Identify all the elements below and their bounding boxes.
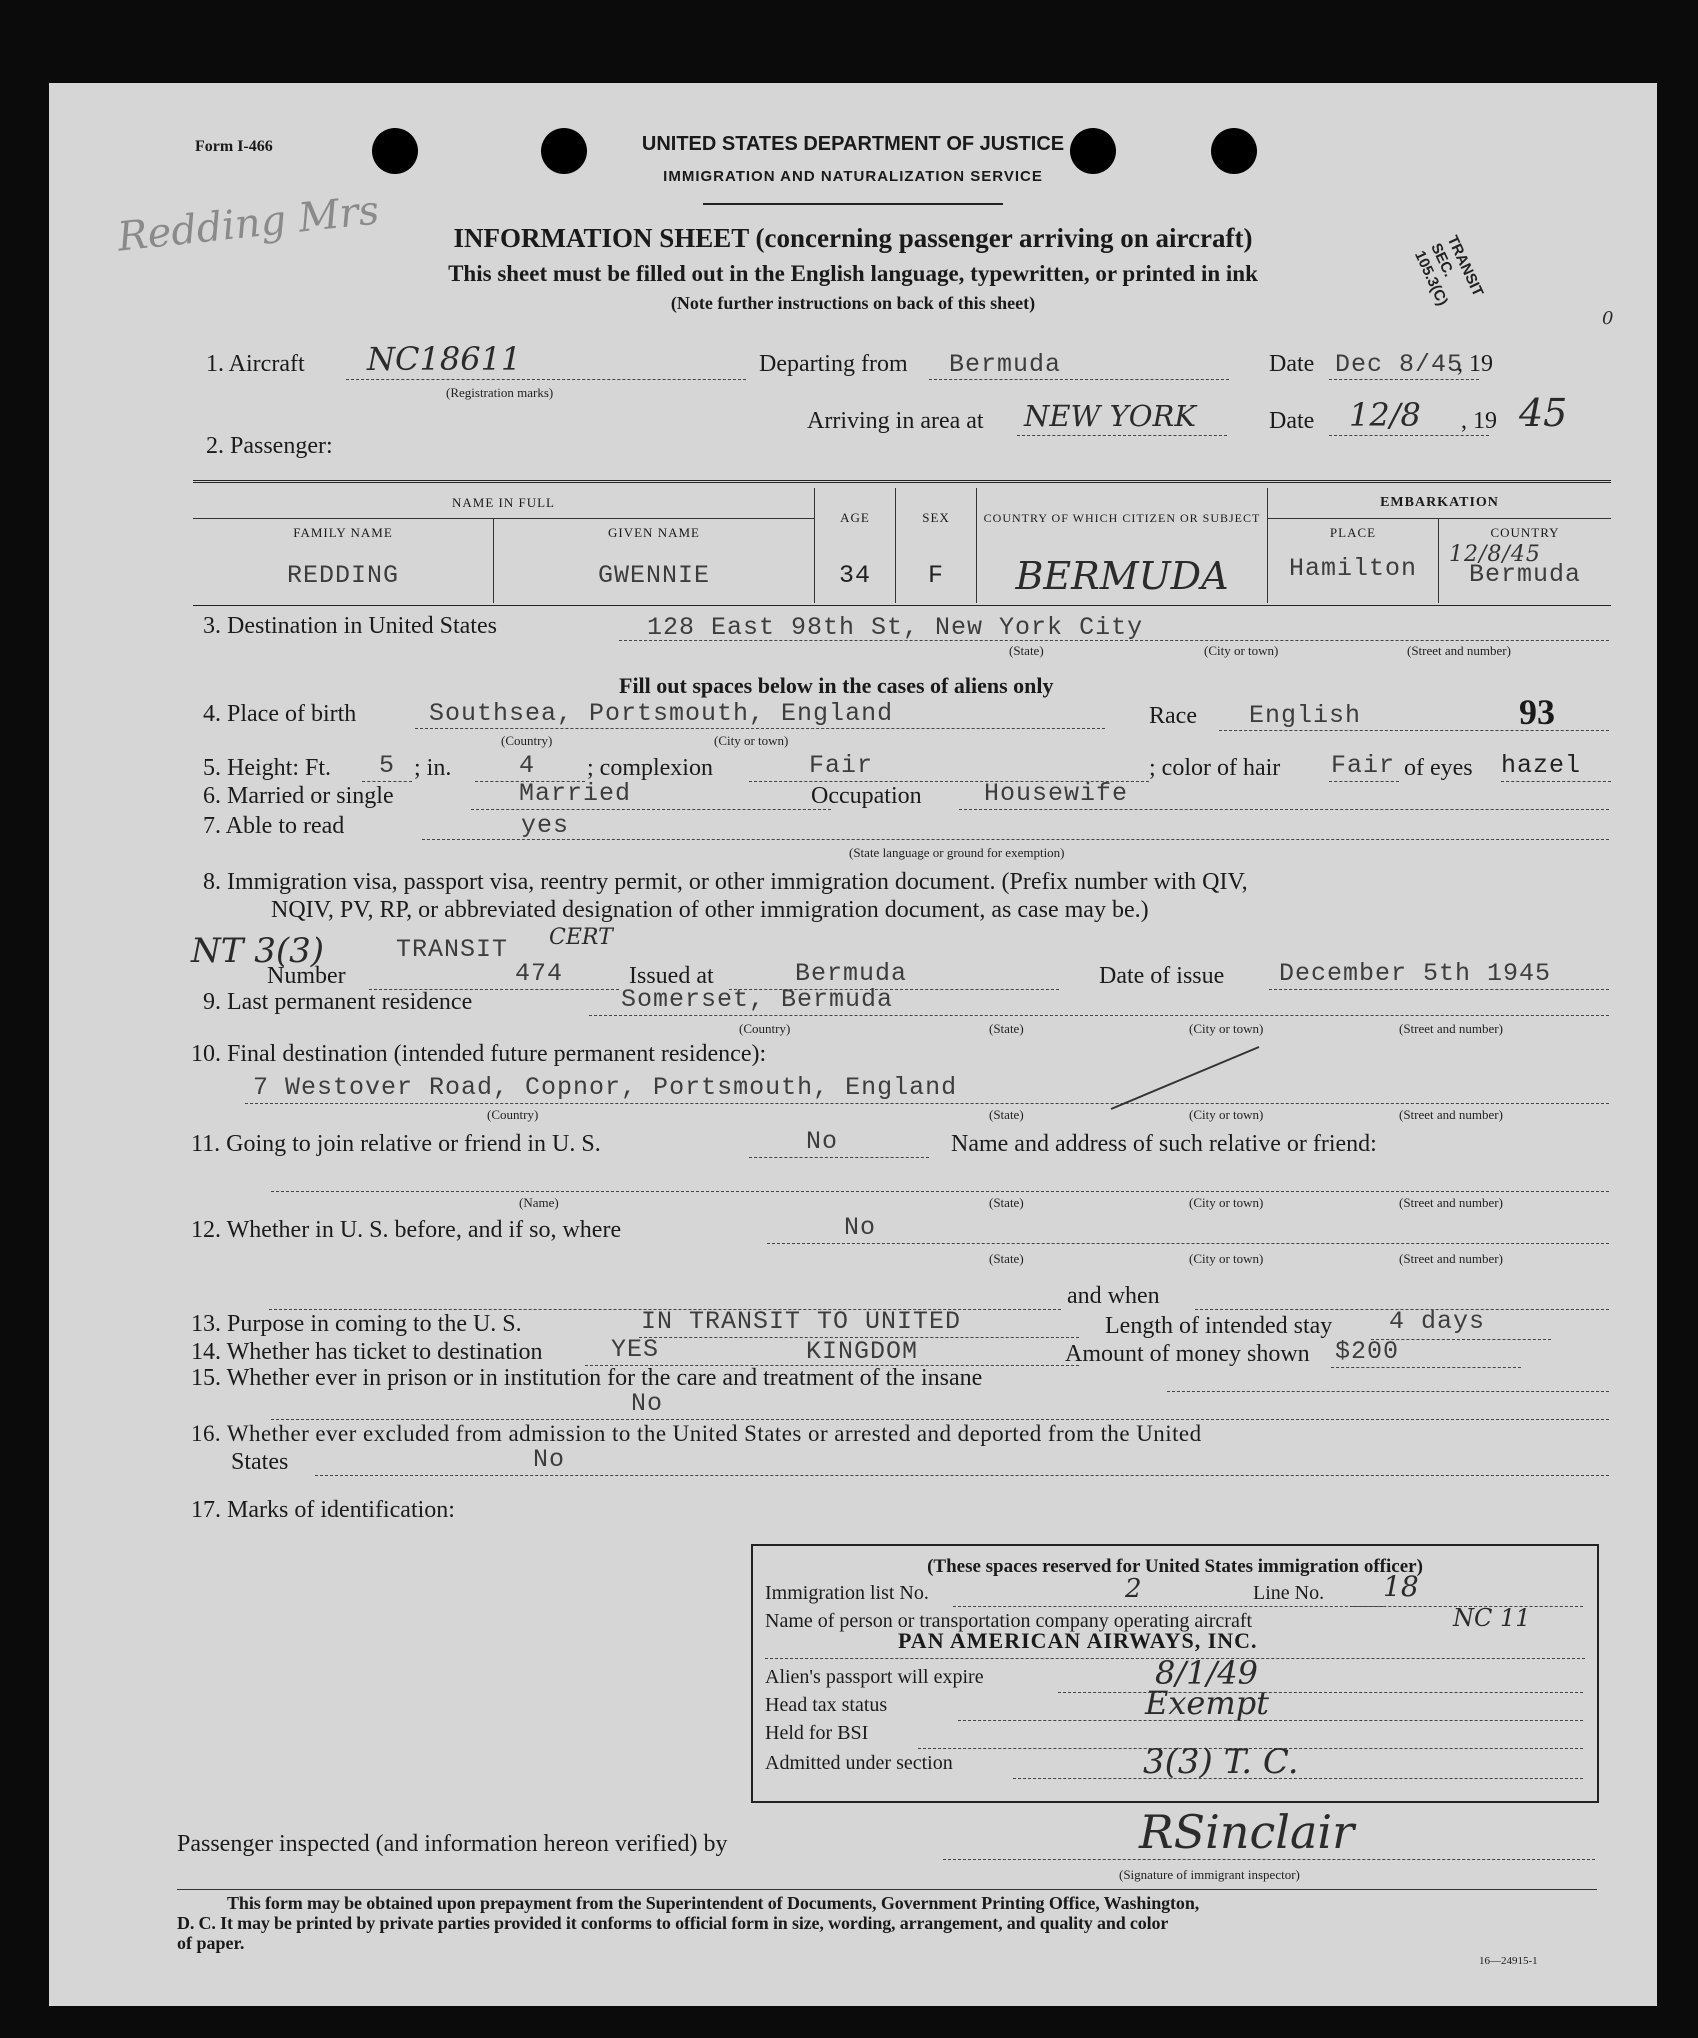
code-number: 93 — [1519, 692, 1555, 732]
final-destination-value: 7 Westover Road, Copnor, Portsmouth, England — [253, 1073, 958, 1102]
aircraft-label: 1. Aircraft — [206, 351, 305, 377]
city-caption: (City or town) — [1189, 1195, 1264, 1210]
money-label: Amount of money shown — [1065, 1341, 1310, 1367]
sheet-title: INFORMATION SHEET (concerning passenger arriving on aircraft) — [453, 223, 1253, 253]
officer-box-title: (These spaces reserved for United States immigration officer) — [927, 1556, 1423, 1577]
arrival-date-label: Date — [1269, 408, 1315, 434]
identification-label: 17. Marks of identification: — [191, 1497, 455, 1523]
place-header: PLACE — [1268, 518, 1439, 548]
arriving-label: Arriving in area at — [807, 408, 984, 434]
state-caption: (State) — [1009, 643, 1044, 658]
excluded-label-line2: States — [231, 1449, 289, 1475]
destination-value: 128 East 98th St, New York City — [647, 613, 1144, 642]
family-name-header: FAMILY NAME — [293, 525, 393, 541]
eyes-label: of eyes — [1404, 755, 1473, 781]
state-caption: (State) — [989, 1107, 1024, 1122]
state-caption: (State) — [989, 1021, 1024, 1036]
join-relative-value: No — [806, 1127, 839, 1156]
visa-label-line2: NQIV, PV, RP, or abbreviated designation of other immigration document, as case may be.) — [271, 897, 1149, 923]
state-caption: (State) — [989, 1251, 1024, 1266]
visa-label-line1: 8. Immigration visa, passport visa, reentry permit, or other immigration document. (Prefix number with QIV, — [203, 869, 1248, 895]
occupation-label: Occupation — [811, 783, 922, 809]
prison-label: 15. Whether ever in prison or in institution for the care and treatment of the insane — [191, 1365, 983, 1391]
country-caption: (Country) — [501, 733, 553, 748]
age-value: 34 — [815, 548, 896, 603]
purpose-continued: KINGDOM — [806, 1337, 919, 1366]
citizen-value: BERMUDA — [977, 548, 1268, 603]
destination-label: 3. Destination in United States — [203, 613, 497, 639]
read-caption: (State language or ground for exemption) — [849, 845, 1065, 860]
departing-date: Dec 8/45 — [1335, 350, 1464, 379]
head-tax-value: Exempt — [1145, 1684, 1270, 1722]
company-label: Name of person or transportation company operating aircraft — [765, 1610, 1253, 1632]
final-destination-label: 10. Final destination (intended future permanent residence): — [191, 1041, 767, 1067]
race-value: English — [1249, 701, 1362, 730]
hair-label: ; color of hair — [1149, 755, 1281, 781]
street-caption: (Street and number) — [1399, 1251, 1503, 1266]
read-value: yes — [521, 811, 570, 840]
embarkation-header: EMBARKATION — [1268, 488, 1612, 518]
street-caption: (Street and number) — [1399, 1107, 1503, 1122]
footer-line2: D. C. It may be printed by private parties provided it conforms to official form in size, wording, arrangement, and quality and color — [177, 1913, 1169, 1933]
embark-place-value: Hamilton — [1268, 548, 1439, 603]
aliens-only-note: Fill out spaces below in the cases of aliens only — [619, 673, 1054, 698]
sheet-subtitle: This sheet must be filled out in the English language, typewritten, or printed in ink — [448, 261, 1258, 286]
occupation-value: Housewife — [984, 779, 1129, 808]
cert-handwritten: CERT — [549, 925, 613, 950]
officer-box — [751, 1544, 1599, 1803]
purpose-value: IN TRANSIT TO UNITED — [641, 1307, 962, 1336]
money-value: $200 — [1335, 1337, 1400, 1366]
arrival-year: 45 — [1519, 391, 1568, 435]
arrival-date: 12/8 — [1349, 396, 1421, 434]
issued-at-label: Issued at — [629, 963, 714, 989]
street-caption: (Street and number) — [1399, 1195, 1503, 1210]
street-caption: (Street and number) — [1407, 643, 1511, 658]
arriving-value: NEW YORK — [1024, 399, 1196, 433]
excluded-value: No — [533, 1445, 566, 1474]
complexion-label: ; complexion — [587, 755, 713, 781]
passenger-label: 2. Passenger: — [206, 433, 333, 459]
aircraft-value: NC18611 — [367, 340, 522, 378]
prison-value: No — [631, 1389, 664, 1418]
passenger-table — [193, 488, 1611, 603]
held-bsi-label: Held for BSI — [765, 1722, 869, 1744]
country-col-header: COUNTRY — [1439, 518, 1612, 548]
issued-at-value: Bermuda — [795, 959, 908, 988]
street-caption: (Street and number) — [1399, 1021, 1503, 1036]
departing-value: Bermuda — [949, 350, 1062, 379]
sheet-note: (Note further instructions on back of this sheet) — [670, 293, 1036, 313]
registration-caption: (Registration marks) — [446, 385, 554, 400]
company-value: PAN AMERICAN AIRWAYS, INC. — [898, 1628, 1258, 1653]
given-name-value: GWENNIE — [494, 548, 815, 603]
height-ft: 5 — [379, 751, 396, 780]
sex-value: F — [896, 548, 977, 603]
date-suffix: , 19 — [1457, 351, 1493, 377]
transit-stamp: TRANSIT SEC. 105.3(C) — [1410, 233, 1487, 309]
name-caption: (Name) — [519, 1195, 559, 1210]
us-before-value: No — [844, 1213, 877, 1242]
department-heading: UNITED STATES DEPARTMENT OF JUSTICE — [641, 133, 1065, 155]
country-caption: (Country) — [739, 1021, 791, 1036]
print-code: 16—24915-1 — [1479, 1955, 1538, 1967]
country-note: 12/8/45 — [1449, 542, 1541, 567]
eyes-value: hazel — [1501, 751, 1582, 780]
city-caption: (City or town) — [1204, 643, 1279, 658]
height-label: 5. Height: Ft. — [203, 755, 332, 781]
and-when-label: and when — [1067, 1283, 1160, 1309]
head-tax-label: Head tax status — [765, 1694, 888, 1716]
residence-value: Somerset, Bermuda — [621, 985, 894, 1014]
name-in-full-header: NAME IN FULL — [193, 488, 815, 518]
purpose-label: 13. Purpose in coming to the U. S. — [191, 1311, 522, 1337]
country-header: COUNTRY OF WHICH CITIZEN OR SUBJECT — [977, 488, 1268, 548]
line-no-value: 18 — [1383, 1570, 1419, 1603]
passport-expire-label: Alien's passport will expire — [765, 1666, 984, 1688]
city-caption: (City or town) — [1189, 1251, 1264, 1266]
hair-value: Fair — [1331, 751, 1396, 780]
inches-label: ; in. — [414, 755, 452, 781]
margin-note: Redding Mrs — [115, 187, 382, 261]
service-heading: IMMIGRATION AND NATURALIZATION SERVICE — [663, 168, 1043, 185]
information-sheet — [49, 83, 1657, 2006]
married-label: 6. Married or single — [203, 783, 394, 809]
doc-number: 474 — [515, 959, 564, 988]
heading-rule — [703, 203, 1003, 205]
form-number: Form I-466 — [195, 138, 273, 155]
sex-header: SEX — [896, 488, 977, 548]
read-label: 7. Able to read — [203, 813, 345, 839]
arrival-year-prefix: , 19 — [1461, 408, 1497, 434]
given-name-header: GIVEN NAME — [494, 518, 815, 548]
excluded-label-line1: 16. Whether ever excluded from admission to the United States or arrested and deported from the United — [191, 1421, 1202, 1446]
family-name-value: REDDING — [286, 561, 400, 590]
footer-line1: This form may be obtained upon prepayment from the Superintendent of Documents, Government Printing Office, Washington, — [227, 1893, 1200, 1913]
stamp-mark: 0 — [1602, 308, 1614, 329]
date-label: Date — [1269, 351, 1315, 377]
inspector-signature: RSinclair — [1139, 1805, 1355, 1859]
signature-caption: (Signature of immigrant inspector) — [1119, 1867, 1300, 1882]
list-no-label: Immigration list No. — [765, 1582, 929, 1604]
admitted-section-value: 3(3) T. C. — [1143, 1742, 1299, 1782]
city-caption: (City or town) — [714, 733, 789, 748]
join-relative-label: 11. Going to join relative or friend in U. S. — [191, 1131, 601, 1157]
race-label: Race — [1149, 703, 1197, 729]
city-caption: (City or town) — [1189, 1021, 1264, 1036]
departing-label: Departing from — [759, 351, 908, 377]
pen-stroke — [1109, 1043, 1269, 1113]
complexion-value: Fair — [809, 751, 874, 780]
height-in: 4 — [519, 751, 536, 780]
age-header: AGE — [815, 488, 896, 548]
date-of-issue-label: Date of issue — [1099, 963, 1225, 989]
admitted-section-label: Admitted under section — [765, 1752, 953, 1774]
ticket-label: 14. Whether has ticket to destination — [191, 1339, 543, 1365]
relative-name-label: Name and address of such relative or friend: — [951, 1131, 1377, 1157]
doc-number-label: Number — [267, 963, 346, 989]
visa-prefix-handwritten: NT 3(3) — [191, 931, 325, 971]
birth-place-value: Southsea, Portsmouth, England — [429, 699, 894, 728]
footer-line3: of paper. — [177, 1933, 245, 1953]
residence-label: 9. Last permanent residence — [203, 989, 473, 1015]
us-before-label: 12. Whether in U. S. before, and if so, where — [191, 1217, 622, 1243]
country-caption: (Country) — [487, 1107, 539, 1122]
passport-expire-value: 8/1/49 — [1155, 1654, 1258, 1692]
state-caption: (State) — [989, 1195, 1024, 1210]
company-handwritten: NC 11 — [1453, 1604, 1531, 1632]
transit-value: TRANSIT — [396, 935, 509, 964]
birth-place-label: 4. Place of birth — [203, 701, 357, 727]
city-caption: (City or town) — [1189, 1107, 1264, 1122]
ticket-value: YES — [611, 1335, 660, 1364]
stay-label: Length of intended stay — [1105, 1313, 1333, 1339]
married-value: Married — [519, 779, 632, 808]
stay-value: 4 days — [1389, 1307, 1486, 1336]
list-no-value: 2 — [1125, 1574, 1142, 1604]
line-no-label: Line No. — [1253, 1582, 1325, 1604]
date-of-issue-value: December 5th 1945 — [1279, 959, 1552, 988]
inspected-label: Passenger inspected (and information hereon verified) by — [177, 1831, 728, 1857]
embark-country-value: 12/8/45 Bermuda — [1439, 548, 1612, 603]
